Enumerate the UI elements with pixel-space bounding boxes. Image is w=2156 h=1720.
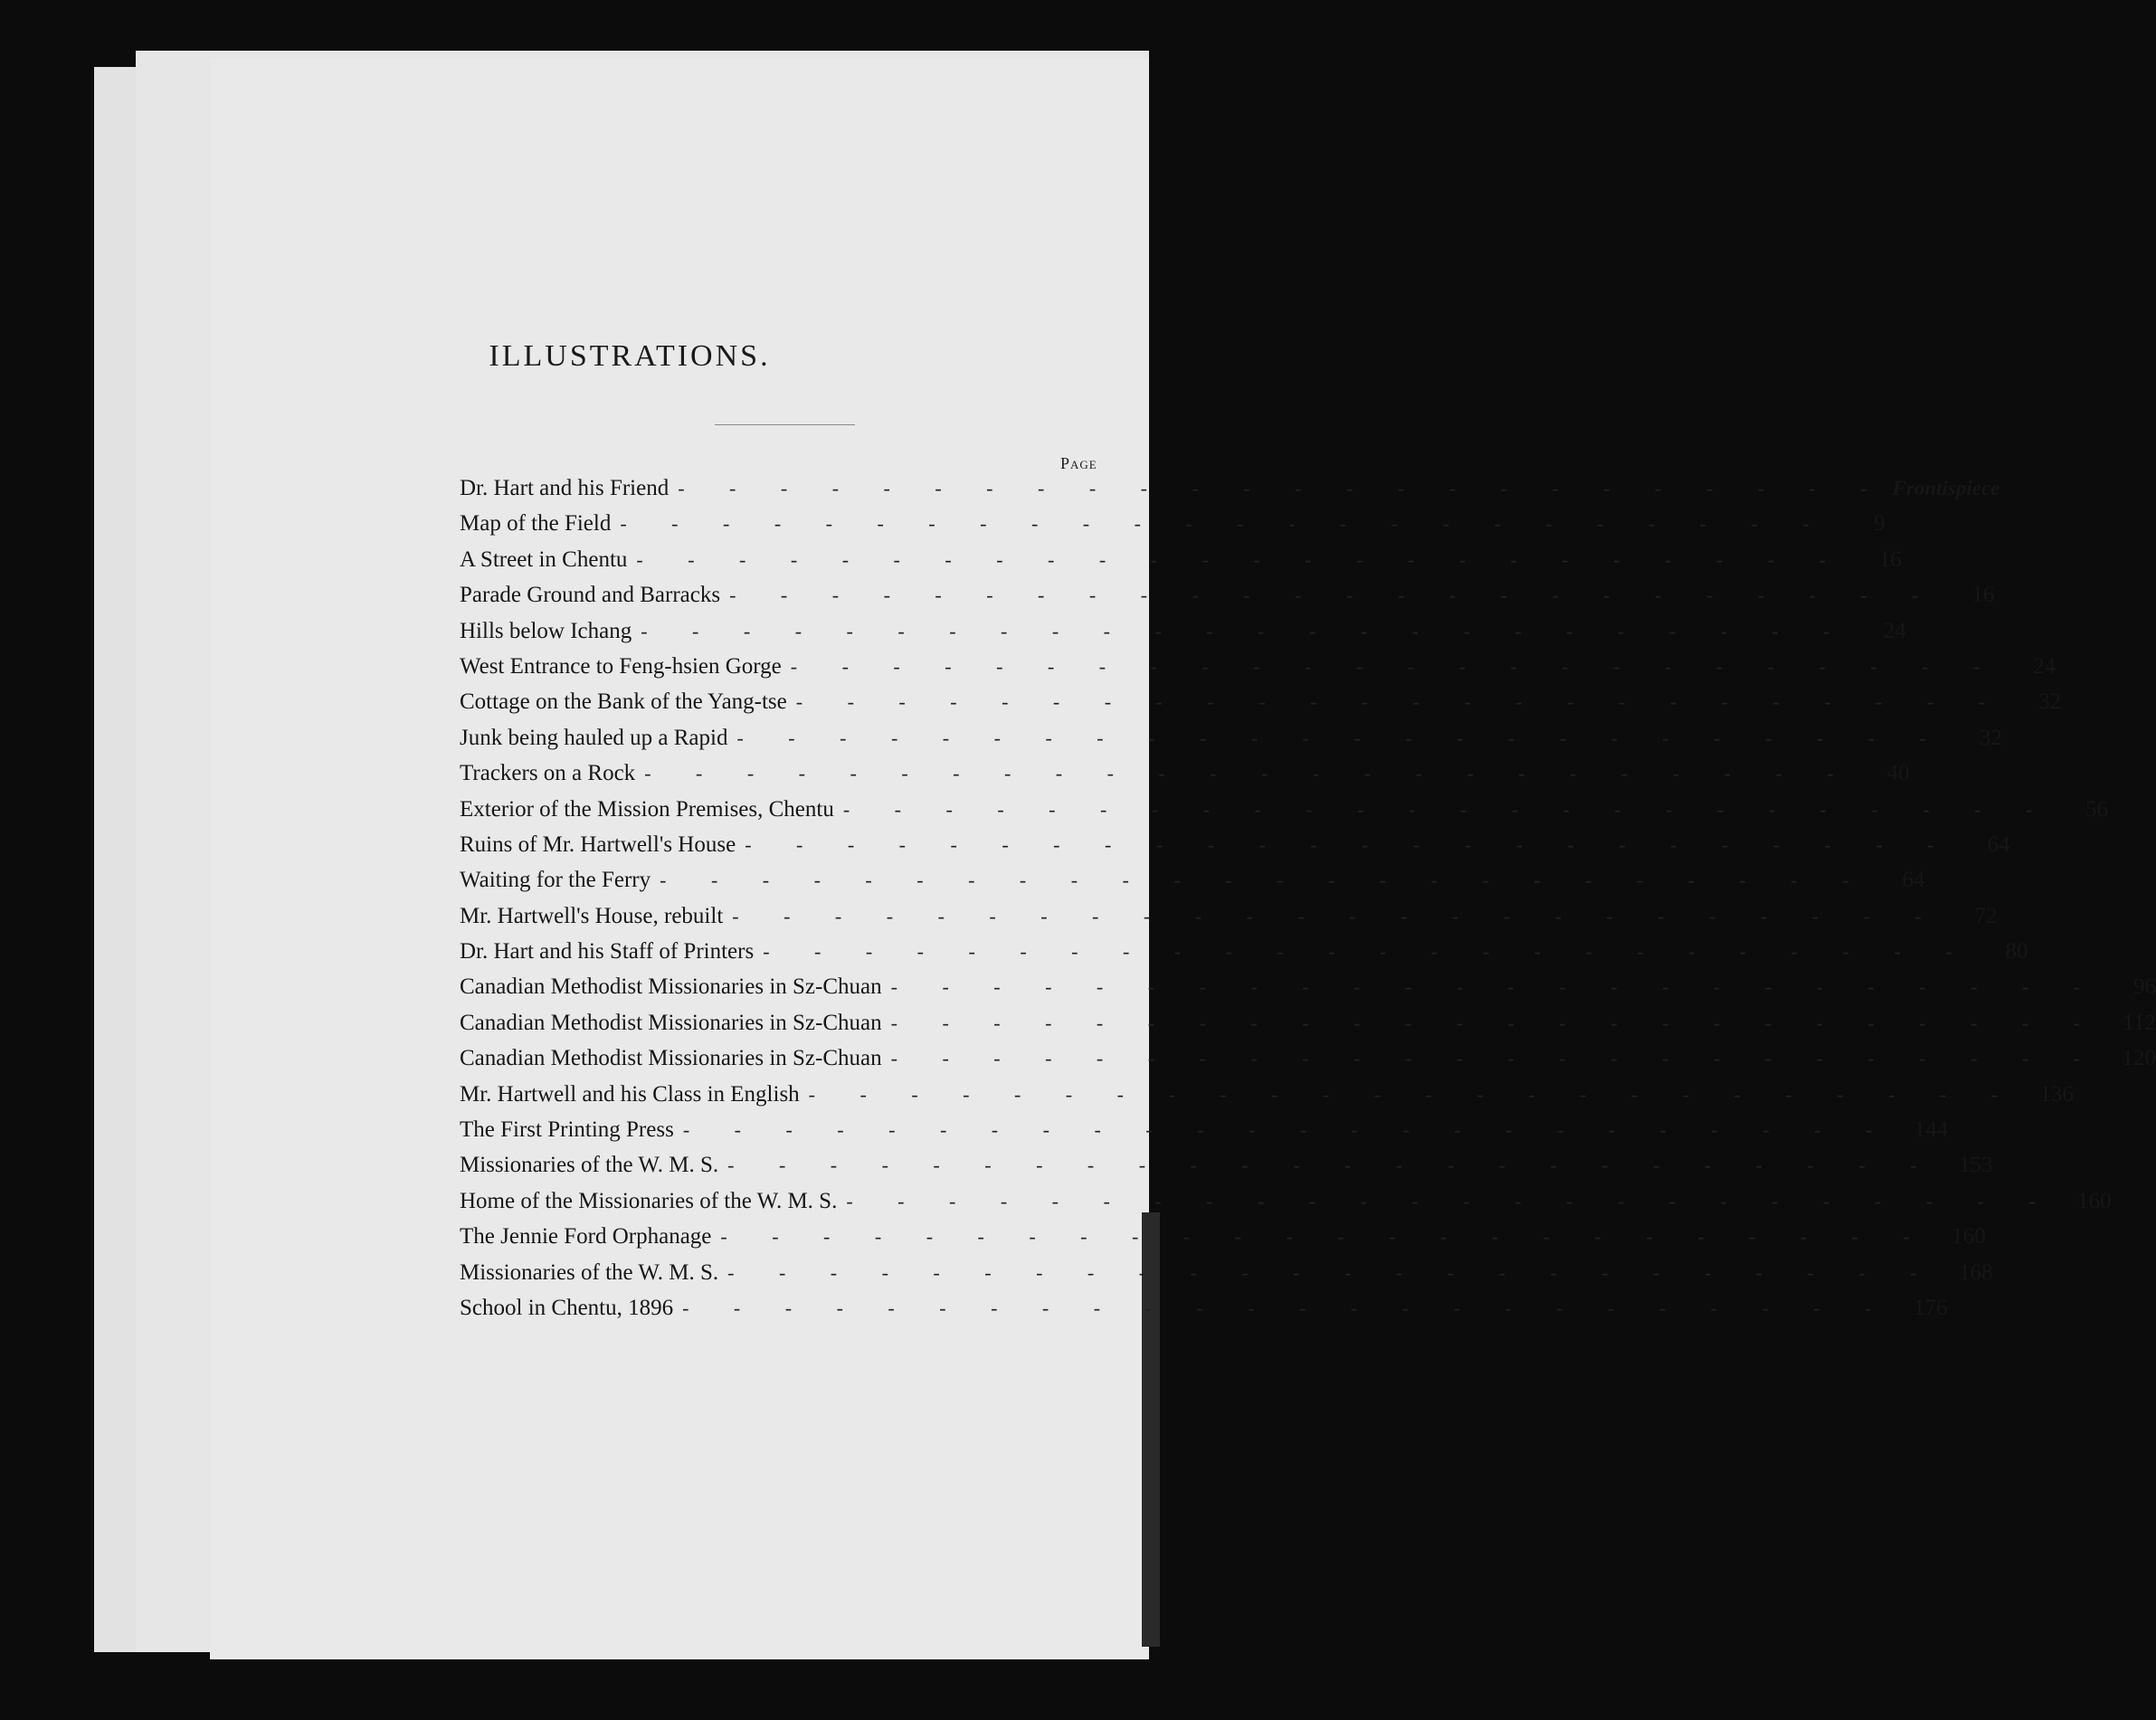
illustration-title: Dr. Hart and his Staff of Printers <box>460 939 755 965</box>
list-item <box>460 684 2062 719</box>
page-column-header: Page <box>1060 454 1097 472</box>
list-item <box>460 1005 2156 1041</box>
illustration-title: Trackers on a Rock <box>460 761 636 786</box>
dot-leader: - - - - - - - - - - - - - - - - - - - - - - - - <box>808 1082 2018 1106</box>
illustration-title: Parade Ground and Barracks <box>460 583 721 608</box>
illustration-title: Canadian Methodist Missionaries in Sz-Chuan <box>460 1010 882 1035</box>
dot-leader: - - - - - - - - - - - - - - - - - - - - - - - - <box>890 1047 2100 1070</box>
page-number: 96 <box>2132 974 2156 1000</box>
list-item <box>460 1147 1993 1183</box>
list-item <box>460 470 2000 506</box>
list-item <box>460 1112 1949 1147</box>
illustration-title: Canadian Methodist Missionaries in Sz-Chuan <box>460 974 882 1000</box>
page-number: 136 <box>2039 1081 2074 1107</box>
page-number: 168 <box>1958 1259 1993 1285</box>
page-number: 120 <box>2122 1046 2156 1071</box>
list-item <box>460 1219 1986 1254</box>
dot-leader: - - - - - - - - - - - - - - - - - - - - - - - - <box>660 869 1869 892</box>
illustration-title: Exterior of the Mission Premises, Chentu <box>460 796 834 822</box>
list-item <box>460 969 2156 1004</box>
dot-leader: - - - - - - - - - - - - - - - - - - - - - - - - <box>729 584 1939 607</box>
page-number: 112 <box>2123 1010 2156 1035</box>
page-number: 24 <box>2033 653 2056 679</box>
page-number: 16 <box>1971 583 1995 608</box>
page-number: 80 <box>2005 939 2028 965</box>
illustrations-list <box>460 470 2156 1326</box>
page-number: 24 <box>1883 618 1906 643</box>
illustration-title: Mr. Hartwell and his Class in English <box>460 1081 800 1107</box>
dot-leader: - - - - - - - - - - - - - - - - - - - - - - - - <box>763 940 1972 964</box>
illustration-title: Hills below Ichang <box>460 618 632 643</box>
dot-leader: - - - - - - - - - - - - - - - - - - - - - - - - <box>842 797 2053 821</box>
illustration-title: Mr. Hartwell's House, rebuilt <box>460 903 724 928</box>
dot-leader: - - - - - - - - - - - - - - - - - - - - - - - - <box>620 512 1829 536</box>
page-number: 64 <box>1902 868 1925 893</box>
page-number: 160 <box>2077 1188 2112 1213</box>
dot-leader: - - - - - - - - - - - - - - - - - - - - - - - - <box>790 654 2000 678</box>
dot-leader: - - - - - - - - - - - - - - - - - - - - - - - - <box>641 619 1850 642</box>
page-number: 160 <box>1952 1224 1986 1250</box>
dot-leader: - - - - - - - - - - - - - - - - - - - - - - - - <box>682 1118 1893 1142</box>
dot-leader: - - - - - - - - - - - - - - - - - - - - - - - - <box>636 547 1846 571</box>
list-item <box>460 934 2028 969</box>
illustration-title: Ruins of Mr. Hartwell's House <box>460 831 736 857</box>
page-number: 40 <box>1886 761 1910 786</box>
illustration-title: West Entrance to Feng-hsien Gorge <box>460 653 782 679</box>
list-item <box>460 1077 2074 1112</box>
illustration-title: Missionaries of the W. M. S. <box>460 1259 719 1285</box>
page-number: 64 <box>1987 831 2010 857</box>
illustration-title: Dr. Hart and his Friend <box>460 476 670 500</box>
illustration-title: Missionaries of the W. M. S. <box>460 1153 719 1178</box>
list-item <box>460 649 2056 684</box>
page-number: 32 <box>2038 689 2062 715</box>
dot-leader: - - - - - - - - - - - - - - - - - - - - - - - - <box>727 1260 1937 1284</box>
list-item <box>460 792 2109 827</box>
dot-leader: - - - - - - - - - - - - - - - - - - - - - - - - <box>644 762 1854 785</box>
page-number: 72 <box>1974 903 1998 928</box>
illustration-title: Home of the Missionaries of the W. M. S. <box>460 1188 838 1213</box>
page-title: ILLUSTRATIONS. <box>489 339 771 373</box>
dot-leader: - - - - - - - - - - - - - - - - - - - - - - - - <box>678 477 1887 499</box>
page-number: 9 <box>1874 511 1885 537</box>
illustration-title: Waiting for the Ferry <box>460 868 651 893</box>
illustration-title: A Street in Chentu <box>460 546 628 572</box>
list-item <box>460 1255 1993 1290</box>
list-item <box>460 862 1925 898</box>
dot-leader: - - - - - - - - - - - - - - - - - - - - - - - - <box>890 975 2100 999</box>
dot-leader: - - - - - - - - - - - - - - - - - - - - - - - - <box>890 1011 2100 1034</box>
list-item <box>460 755 1910 791</box>
illustration-title: The Jennie Ford Orphanage <box>460 1224 712 1250</box>
dot-leader: - - - - - - - - - - - - - - - - - - - - - - - - <box>745 832 1954 856</box>
dot-leader: - - - - - - - - - - - - - - - - - - - - - - - - <box>795 690 2006 714</box>
illustration-title: School in Chentu, 1896 <box>460 1295 674 1320</box>
list-item <box>460 827 2010 862</box>
illustration-title: Map of the Field <box>460 511 612 537</box>
dot-leader: - - - - - - - - - - - - - - - - - - - - - - - - <box>720 1225 1930 1249</box>
title-rule-divider <box>715 424 855 425</box>
illustration-title: Cottage on the Bank of the Yang-tse <box>460 689 787 715</box>
list-item <box>460 1041 2156 1076</box>
list-item <box>460 1290 1948 1326</box>
dot-leader: - - - - - - - - - - - - - - - - - - - - - - - - <box>732 904 1942 927</box>
dot-leader: - - - - - - - - - - - - - - - - - - - - - - - - <box>736 726 1946 749</box>
dot-leader: - - - - - - - - - - - - - - - - - - - - - - - - <box>682 1296 1892 1319</box>
illustration-title: Canadian Methodist Missionaries in Sz-Chuan <box>460 1046 882 1071</box>
list-item <box>460 898 1998 934</box>
page-number: 32 <box>1979 725 2002 750</box>
page-number: 153 <box>1958 1153 1993 1178</box>
list-item <box>460 1183 2112 1219</box>
page-number: 176 <box>1913 1295 1948 1320</box>
dot-leader: - - - - - - - - - - - - - - - - - - - - - - - - <box>846 1189 2056 1212</box>
page-number: 144 <box>1914 1117 1949 1143</box>
page-number: 16 <box>1878 546 1902 572</box>
page-number: Frontispiece <box>1892 477 2000 499</box>
dot-leader: - - - - - - - - - - - - - - - - - - - - - - - - <box>727 1154 1937 1177</box>
list-item <box>460 577 1995 613</box>
list-item <box>460 542 1902 577</box>
illustration-title: Junk being hauled up a Rapid <box>460 725 728 750</box>
list-item <box>460 613 1906 649</box>
list-item <box>460 506 1885 541</box>
illustration-title: The First Printing Press <box>460 1117 674 1143</box>
list-item <box>460 720 2002 755</box>
page-number: 56 <box>2085 796 2109 822</box>
